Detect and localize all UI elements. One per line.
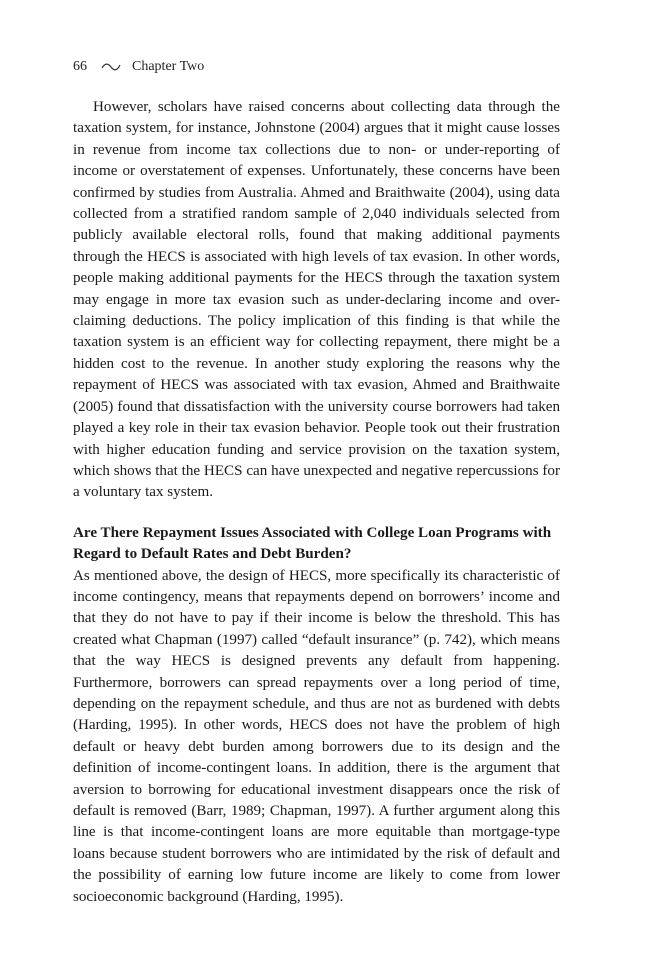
section-heading: Are There Repayment Issues Associated with College Loan Programs with Regard to Default Rates and Debt Burden? [73, 524, 552, 563]
body-text [73, 97, 560, 908]
page-number: 66 [73, 59, 87, 74]
paragraph: As mentioned above, the design of HECS, more specifically its characteristic of income contingency, means that repayments depend on borrowers’ income and that they do not have to pay if their income is below the threshold. This has created what Chapman (1997) called “default insurance” (p. 742), which means that the way HECS is designed prevents any default from happening. Furthermore, borrowers can spread repayments over a long period of time, depending on the repayment schedule, and thus are not as burdened with debts (Harding, 1995). In other words, HECS does not have the problem of high default or heavy debt burden among borrowers due to its design and the definition of income-contingent loans. In addition, there is the argument that aversion to borrowing for educational investment disappears once the risk of default is removed (Barr, 1989; Chapman, 1997). A further argument along this line is that income-contingent loans are more equitable than mortgage-type loans because student borrowers who are intimidated by the risk of default and the possibility of earning low future income are likely to come from lower socioeconomic background (Harding, 1995). [73, 567, 560, 905]
running-head [73, 58, 560, 76]
chapter-title: Chapter Two [132, 59, 205, 74]
paragraph: However, scholars have raised concerns about collecting data through the taxation system, for instance, Johnstone (2004) argues that it might cause losses in revenue from income tax collections due to non- or under-reporting of income or overstatement of expenses. Unfortunately, these concerns have been confirmed by studies from Australia. Ahmed and Braithwaite (2004), using data collected from a stratified random sample of 2,040 individuals selected from publicly available electoral rolls, found that making additional payments through the HECS is associated with high levels of tax evasion. In other words, people making additional payments for the HECS through the taxation system may engage in more tax evasion such as under-declaring income and over-claiming deductions. The policy implication of this finding is that while the taxation system is an efficient way for collecting repayment, there might be a hidden cost to the revenue. In another study exploring the reasons why the repayment of HECS was associated with tax evasion, Ahmed and Braithwaite (2005) found that dissatisfaction with the university course borrowers had taken played a key role in their tax evasion behavior. People took out their frustration with higher education funding and service provision on the taxation system, which shows that the HECS can have unexpected and negative repercussions for a voluntary tax system. [73, 99, 560, 501]
page-content [73, 58, 560, 908]
tilde-ornament-icon [101, 62, 121, 72]
